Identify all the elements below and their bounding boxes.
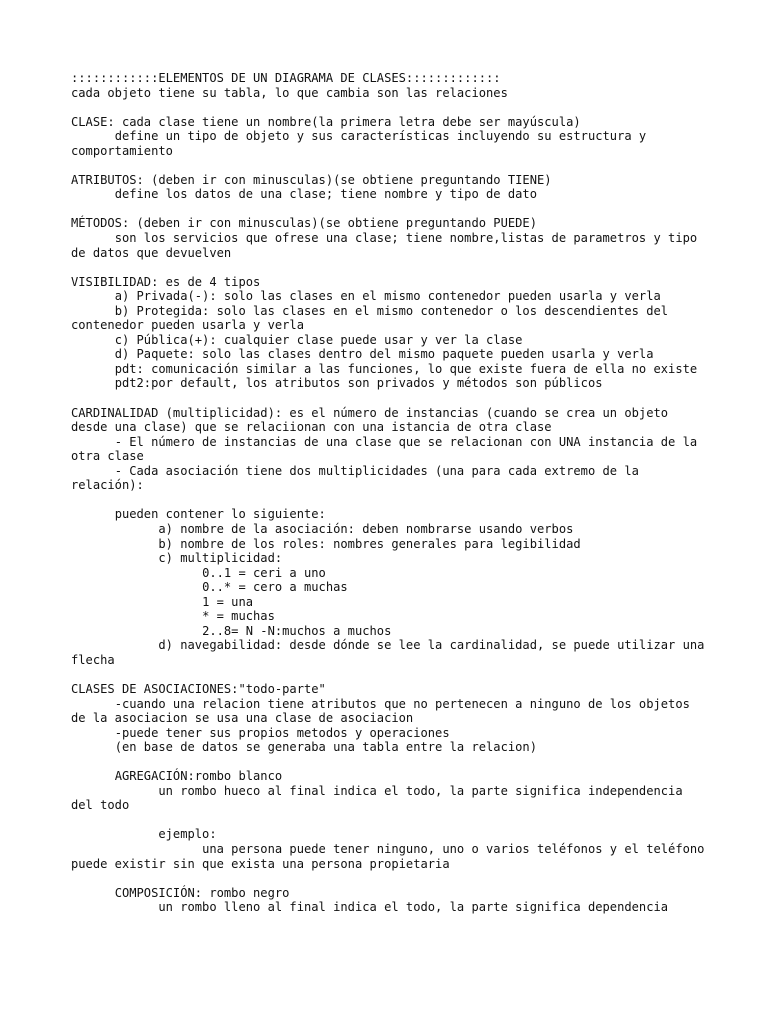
text-line bbox=[71, 755, 711, 770]
text-line: c) multiplicidad: bbox=[71, 551, 283, 566]
text-line: d) navegabilidad: desde dónde se lee la cardinalidad, se puede utilizar una flecha bbox=[71, 638, 712, 667]
text-line: -puede tener sus propios metodos y operaciones bbox=[71, 725, 450, 740]
document-text bbox=[71, 71, 711, 915]
text-line: COMPOSICIÓN: rombo negro bbox=[71, 885, 290, 900]
text-line: -cuando una relacion tiene atributos que no pertenecen a ninguno de los objetos de la asociacion se usa una clase de asociacion bbox=[71, 696, 698, 726]
text-line: 1 = una bbox=[71, 594, 254, 609]
text-line: CLASES DE ASOCIACIONES:"todo-parte" bbox=[71, 681, 326, 696]
text-line: AGREGACIÓN:rombo blanco bbox=[71, 769, 283, 784]
text-line: pdt2:por default, los atributos son privados y métodos son públicos bbox=[71, 376, 603, 391]
text-line: VISIBILIDAD: es de 4 tipos bbox=[71, 274, 261, 289]
text-line: pdt: comunicación similar a las funciones, lo que existe fuera de ella no existe bbox=[71, 361, 698, 376]
text-line: 0..1 = ceri a uno bbox=[71, 565, 326, 580]
text-line: pueden contener lo siguiente: bbox=[71, 507, 326, 522]
text-line: ::::::::::::ELEMENTOS DE UN DIAGRAMA DE CLASES::::::::::::: bbox=[71, 71, 501, 85]
text-line: d) Paquete: solo las clases dentro del mismo paquete pueden usarla y verla bbox=[71, 347, 654, 362]
text-line: cada objeto tiene su tabla, lo que cambia son las relaciones bbox=[71, 85, 508, 100]
text-line: CARDINALIDAD (multiplicidad): es el número de instancias (cuando se crea un objeto desde una clase) que se relaciionan con una istancia de otra clase bbox=[71, 405, 676, 435]
text-line: define los datos de una clase; tiene nombre y tipo de dato bbox=[71, 187, 537, 202]
text-line bbox=[71, 871, 711, 886]
text-line: c) Pública(+): cualquier clase puede usar y ver la clase bbox=[71, 332, 523, 347]
text-line: CLASE: cada clase tiene un nombre(la primera letra debe ser mayúscula) bbox=[71, 114, 581, 129]
text-line bbox=[71, 260, 711, 275]
text-line: a) nombre de la asociación: deben nombrarse usando verbos bbox=[71, 521, 574, 536]
text-line: b) nombre de los roles: nombres generales para legibilidad bbox=[71, 536, 581, 551]
text-line: un rombo lleno al final indica el todo, la parte significa dependencia bbox=[71, 900, 669, 915]
text-line: 0..* = cero a muchas bbox=[71, 580, 348, 595]
text-line: a) Privada(-): solo las clases en el mismo contenedor pueden usarla y verla bbox=[71, 289, 661, 304]
text-line: 2..8= N -N:muchos a muchos bbox=[71, 623, 392, 638]
text-line: - El número de instancias de una clase que se relacionan con UNA instancia de la otra clase bbox=[71, 434, 705, 464]
text-line: - Cada asociación tiene dos multiplicidades (una para cada extremo de la relación): bbox=[71, 463, 647, 493]
text-line bbox=[71, 158, 711, 173]
text-line: una persona puede tener ninguno, uno o varios teléfonos y el teléfono puede existir sin que exista una persona propietaria bbox=[71, 841, 712, 871]
text-line bbox=[71, 493, 711, 508]
text-line bbox=[71, 202, 711, 217]
text-line bbox=[71, 813, 711, 828]
text-line: ejemplo: bbox=[71, 827, 217, 842]
text-line: define un tipo de objeto y sus características incluyendo su estructura y comportamiento bbox=[71, 129, 654, 158]
text-line: ATRIBUTOS: (deben ir con minusculas)(se obtiene preguntando TIENE) bbox=[71, 172, 552, 187]
text-line bbox=[71, 100, 711, 115]
text-line: son los servicios que ofrese una clase; tiene nombre,listas de parametros y tipo de datos que devuelven bbox=[71, 231, 705, 260]
text-line: un rombo hueco al final indica el todo, la parte significa independencia del todo bbox=[71, 783, 690, 813]
text-line: MÉTODOS: (deben ir con minusculas)(se obtiene preguntando PUEDE) bbox=[71, 216, 537, 231]
text-line: b) Protegida: solo las clases en el mismo contenedor o los descendientes del contenedor pueden usarla y verla bbox=[71, 303, 676, 333]
text-line: (en base de datos se generaba una tabla entre la relacion) bbox=[71, 740, 537, 755]
text-line bbox=[71, 391, 711, 406]
text-line: * = muchas bbox=[71, 609, 275, 624]
text-line bbox=[71, 667, 711, 682]
